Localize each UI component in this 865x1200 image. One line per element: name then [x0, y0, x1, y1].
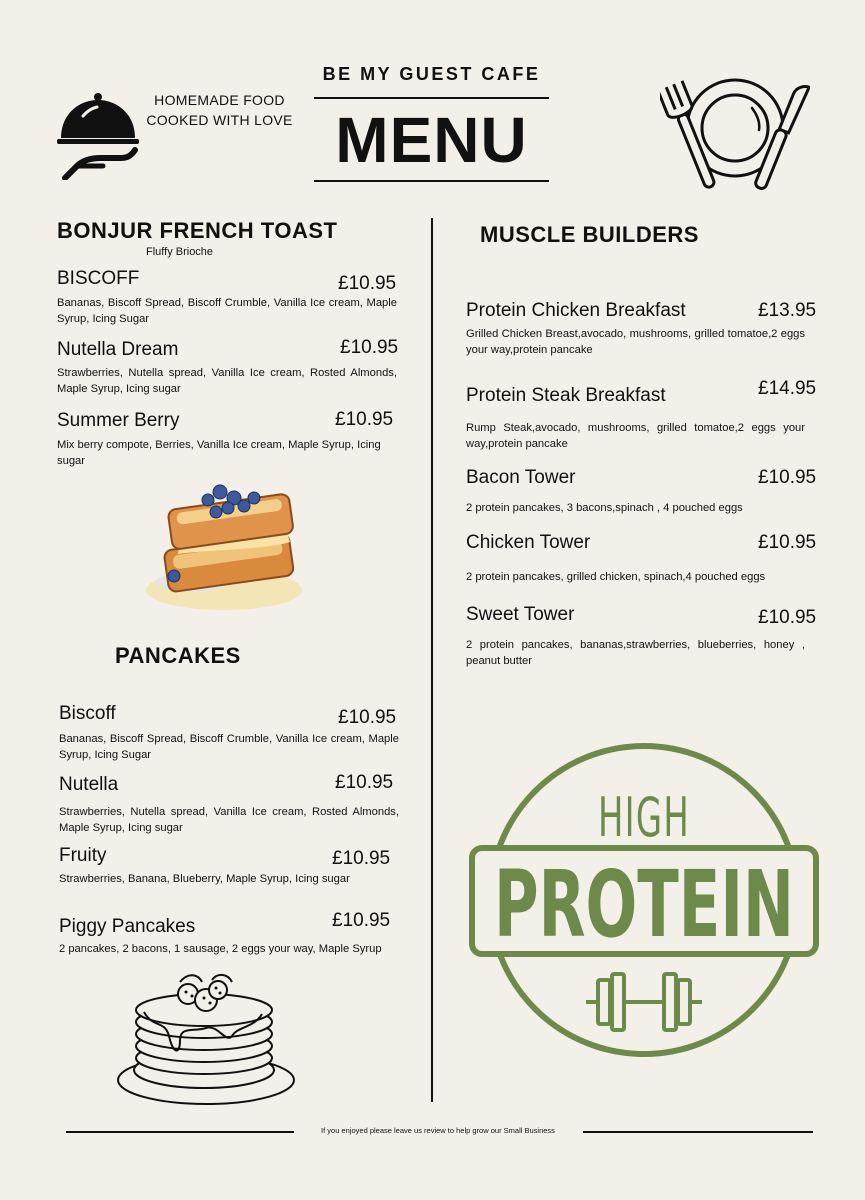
- menu-item-price: £10.95: [758, 607, 817, 628]
- menu-item-description: Strawberries, Banana, Blueberry, Maple Syrup, Icing sugar: [59, 873, 350, 885]
- dumbbell-icon: [586, 974, 702, 1030]
- menu-item-description: Grilled Chicken Breast,avocado, mushrooms, grilled tomatoe,2 eggs your way,protein pancake: [466, 328, 805, 356]
- menu-item-name: Protein Chicken Breakfast: [466, 300, 686, 321]
- menu-item-name: Chicken Tower: [466, 532, 591, 553]
- menu-item-price: £10.95: [338, 707, 397, 728]
- menu-item-price: £10.95: [758, 467, 817, 488]
- menu-item-name: Piggy Pancakes: [59, 916, 196, 937]
- stamp-line-1: HIGH: [598, 786, 690, 849]
- menu-item-name: Summer Berry: [57, 410, 180, 431]
- menu-item-price: £14.95: [758, 378, 817, 399]
- menu-item-name: Bacon Tower: [466, 467, 576, 488]
- menu-title: MENU: [335, 104, 528, 176]
- tagline: [132, 90, 307, 130]
- menu-item-price: £10.95: [758, 532, 817, 553]
- menu-item-name: Nutella: [59, 774, 119, 795]
- menu-item-price: £13.95: [758, 300, 817, 321]
- french-toast-subtitle: Fluffy Brioche: [146, 246, 214, 258]
- french-toast-section-title: BONJUR FRENCH TOAST: [57, 218, 338, 243]
- menu-item-price: £10.95: [335, 409, 394, 430]
- menu-item-price: £10.95: [338, 273, 397, 294]
- muscle-builders-section-title: MUSCLE BUILDERS: [480, 222, 699, 247]
- menu-item-description: 2 protein pancakes, bananas,strawberries, blueberries, honey , peanut butter: [466, 639, 805, 667]
- cafe-name: BE MY GUEST CAFE: [322, 64, 541, 84]
- french-toast-illustration: [144, 478, 312, 620]
- menu-item-name: Sweet Tower: [466, 604, 575, 625]
- menu-item-description: Strawberries, Nutella spread, Vanilla Ice cream, Rosted Almonds, Maple Syrup, Icing sugar: [59, 806, 399, 834]
- title-bottom-rule: [314, 180, 549, 182]
- menu-item-price: £10.95: [332, 910, 391, 931]
- menu-item-name: Protein Steak Breakfast: [466, 385, 666, 406]
- menu-item-description: Bananas, Biscoff Spread, Biscoff Crumble, Vanilla Ice cream, Maple Syrup, Icing Sugar: [59, 733, 399, 761]
- footer-rule-right: [583, 1131, 813, 1133]
- menu-item-description: 2 protein pancakes, grilled chicken, spinach,4 pouched eggs: [466, 571, 766, 583]
- stamp-line-2: PROTEIN: [494, 851, 794, 958]
- menu-item-name: Biscoff: [59, 703, 116, 724]
- title-top-rule: [314, 97, 549, 99]
- column-divider: [431, 218, 433, 1102]
- menu-item-description: Bananas, Biscoff Spread, Biscoff Crumble, Vanilla Ice cream, Maple Syrup, Icing Sugar: [57, 297, 397, 325]
- menu-item-description: Strawberries, Nutella spread, Vanilla Ice cream, Rosted Almonds, Maple Syrup, Icing sugar: [57, 367, 397, 395]
- serving-cloche-icon: [55, 92, 143, 180]
- menu-item-price: £10.95: [340, 337, 399, 358]
- menu-item-description: Rump Steak,avocado, mushrooms, grilled tomatoe,2 eggs your way,protein pancake: [466, 422, 805, 450]
- menu-item-name: BISCOFF: [57, 268, 140, 289]
- plate-fork-knife-icon: [660, 78, 810, 196]
- menu-item-description: Mix berry compote, Berries, Vanilla Ice cream, Maple Syrup, Icing sugar: [57, 439, 381, 467]
- menu-item-price: £10.95: [335, 772, 394, 793]
- tagline-line-1: HOMEMADE FOOD: [154, 92, 285, 108]
- menu-item-name: Nutella Dream: [57, 339, 179, 360]
- menu-item-price: £10.95: [332, 848, 391, 869]
- menu-item-description: 2 pancakes, 2 bacons, 1 sausage, 2 eggs your way, Maple Syrup: [59, 943, 382, 955]
- pancake-stack-illustration: [114, 970, 298, 1112]
- pancakes-section-title: PANCAKES: [115, 643, 241, 668]
- footer-rule-left: [66, 1131, 294, 1133]
- high-protein-stamp: [466, 738, 822, 1062]
- menu-item-description: 2 protein pancakes, 3 bacons,spinach , 4 pouched eggs: [466, 502, 743, 514]
- tagline-line-2: COOKED WITH LOVE: [146, 112, 293, 128]
- footer-note: If you enjoyed please leave us review to help grow our Small Business: [321, 1126, 555, 1135]
- menu-item-name: Fruity: [59, 845, 107, 866]
